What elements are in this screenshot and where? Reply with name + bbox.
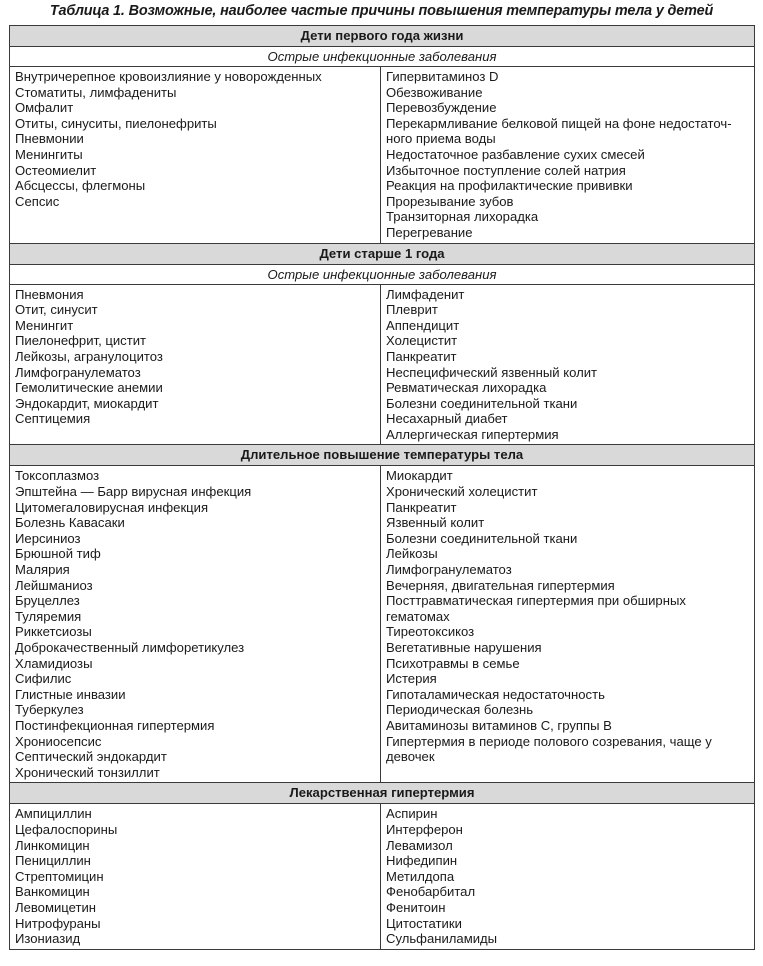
list-item: Метилдопа: [386, 868, 455, 884]
list-item: Фенитоин: [386, 899, 446, 915]
list-item: Лейшманиоз: [15, 577, 93, 593]
list-item: Аппендицит: [386, 317, 460, 333]
list-item: Менингиты: [15, 146, 83, 162]
list-item: Болезни соединительной ткани: [386, 395, 578, 411]
list-item: Пневмонии: [15, 131, 84, 147]
list-item: Хламидиозы: [15, 655, 93, 671]
list-item: Сепсис: [15, 193, 60, 209]
section-content-row: [10, 466, 755, 783]
list-item: Септицемия: [15, 411, 91, 427]
list-item: Ампициллин: [15, 806, 92, 822]
section-content-row: [10, 67, 755, 244]
section-content-row: [10, 284, 755, 445]
section-subtitle-row: [10, 47, 755, 67]
section-header-row: [10, 445, 755, 466]
section-header-row: [10, 243, 755, 264]
list-item: Септический эндокардит: [15, 749, 167, 765]
list-item: Цитостатики: [386, 915, 462, 931]
list-item: Глистные инвазии: [15, 686, 126, 702]
list-item: Психотравмы в семье: [386, 655, 520, 671]
list-item: Перегревание: [386, 224, 473, 240]
list-item: Эпштейна — Барр вирусная инфекция: [15, 484, 252, 500]
list-item: Абсцессы, флегмоны: [15, 178, 146, 194]
list-item: Лимфогранулематоз: [15, 364, 141, 380]
list-item: Вечерняя, двигательная гипертермия: [386, 577, 615, 593]
list-item: Стоматиты, лимфадениты: [15, 84, 177, 100]
list-item: Остеомиелит: [15, 162, 97, 178]
section-header-row: [10, 26, 755, 47]
list-item: Миокардит: [386, 468, 453, 484]
list-item: Фенобарбитал: [386, 884, 476, 900]
list-item: Аллергическая гипертермия: [386, 426, 559, 442]
list-item: Язвенный колит: [386, 515, 485, 531]
list-item: Обезвоживание: [386, 84, 483, 100]
list-item: Избыточное поступление солей натрия: [386, 162, 626, 178]
list-item: Аспирин: [386, 806, 438, 822]
list-item: Холецистит: [386, 333, 458, 349]
column-left: [10, 804, 381, 949]
section-header-row: [10, 783, 755, 804]
list-item: Недостаточное разбавление сухих смесей: [386, 146, 645, 162]
list-item: Цефалоспорины: [15, 821, 118, 837]
list-item: Сифилис: [15, 671, 72, 687]
list-item: Туляремия: [15, 608, 82, 624]
section-title: Дети старше 1 года: [10, 243, 755, 264]
table-body: [10, 26, 755, 950]
list-item: Хронический холецистит: [386, 484, 538, 500]
column-left: [10, 466, 381, 783]
list-item: Неспецифический язвенный колит: [386, 364, 598, 380]
list-item: Риккетсиозы: [15, 624, 92, 640]
list-item: Хронический тонзиллит: [15, 764, 160, 780]
list-item: Пневмония: [15, 286, 84, 302]
list-item: Истерия: [386, 671, 437, 687]
list-item: Малярия: [15, 562, 70, 578]
list-item: Сульфаниламиды: [386, 931, 498, 947]
list-item: Панкреатит: [386, 348, 457, 364]
list-item: Перекармливание белковой пищей на фоне недостаточ- ного приема воды: [386, 115, 732, 147]
section-title: Лекарственная гипертермия: [10, 783, 755, 804]
column-right: [381, 466, 755, 783]
list-item: Гипертермия в периоде полового созревания, чаще у девочек: [386, 733, 712, 765]
list-item: Перевозбуждение: [386, 100, 497, 116]
list-item: Реакция на профилактические прививки: [386, 178, 633, 194]
list-item: Болезни соединительной ткани: [386, 530, 578, 546]
list-item: Изониазид: [15, 931, 81, 947]
list-item: Ревматическая лихорадка: [386, 380, 547, 396]
list-item: Интерферон: [386, 821, 463, 837]
list-item: Транзиторная лихорадка: [386, 209, 539, 225]
list-item: Нифедипин: [386, 853, 458, 869]
list-item: Брюшной тиф: [15, 546, 101, 562]
section-subtitle: Острые инфекционные заболевания: [10, 264, 755, 284]
column-left: [10, 284, 381, 445]
list-item: Панкреатит: [386, 499, 457, 515]
section-subtitle: Острые инфекционные заболевания: [10, 47, 755, 67]
list-item: Цитомегаловирусная инфекция: [15, 499, 209, 515]
list-item: Левомицетин: [15, 899, 97, 915]
list-item: Лейкозы, агранулоцитоз: [15, 348, 163, 364]
section-title: Длительное повышение температуры тела: [10, 445, 755, 466]
list-item: Доброкачественный лимфоретикулез: [15, 640, 245, 655]
list-item: Токсоплазмоз: [15, 468, 100, 484]
list-item: Тиреотоксикоз: [386, 624, 475, 640]
column-right: [381, 804, 755, 949]
list-item: Авитаминозы витаминов С, группы В: [386, 717, 612, 733]
list-item: Вегетативные нарушения: [386, 640, 542, 655]
list-item: Прорезывание зубов: [386, 193, 514, 209]
list-item: Стрептомицин: [15, 868, 104, 884]
list-item: Левамизол: [386, 837, 453, 853]
section-subtitle-row: [10, 264, 755, 284]
list-item: Периодическая болезнь: [386, 702, 534, 718]
list-item: Отиты, синуситы, пиелонефриты: [15, 115, 217, 131]
list-item: Менингит: [15, 317, 74, 333]
list-item: Ванкомицин: [15, 884, 90, 900]
list-item: Эндокардит, миокардит: [15, 395, 159, 411]
list-item: Гемолитические анемии: [15, 380, 163, 396]
list-item: Омфалит: [15, 100, 74, 116]
list-item: Пенициллин: [15, 853, 91, 869]
list-item: Бруцеллез: [15, 593, 80, 609]
column-right: [381, 284, 755, 445]
list-item: Гипервитаминоз D: [386, 69, 499, 84]
list-item: Болезнь Кавасаки: [15, 515, 125, 531]
list-item: Линкомицин: [15, 837, 90, 853]
list-item: Лейкозы: [386, 546, 438, 562]
list-item: Туберкулез: [15, 702, 84, 718]
list-item: Лимфогранулематоз: [386, 562, 512, 578]
list-item: Внутричерепное кровоизлияние у новорожденных: [15, 69, 322, 84]
list-item: Гипоталамическая недостаточность: [386, 686, 605, 702]
list-item: Посттравматическая гипертермия при обширных гематомах: [386, 593, 686, 624]
list-item: Иерсиниоз: [15, 530, 81, 546]
list-item: Несахарный диабет: [386, 411, 508, 427]
column-right: [381, 67, 755, 244]
column-left: [10, 67, 381, 244]
list-item: Лимфаденит: [386, 286, 465, 302]
list-item: Плеврит: [386, 302, 438, 318]
list-item: Пиелонефрит, цистит: [15, 333, 147, 349]
list-item: Постинфекционная гипертермия: [15, 717, 215, 733]
list-item: Нитрофураны: [15, 915, 101, 931]
list-item: Хрониосепсис: [15, 733, 102, 749]
table-caption: Таблица 1. Возможные, наиболее частые причины повышения температуры тела у детей: [49, 3, 714, 19]
list-item: Отит, синусит: [15, 302, 98, 318]
causes-table: [9, 25, 755, 950]
section-content-row: [10, 804, 755, 949]
section-title: Дети первого года жизни: [10, 26, 755, 47]
